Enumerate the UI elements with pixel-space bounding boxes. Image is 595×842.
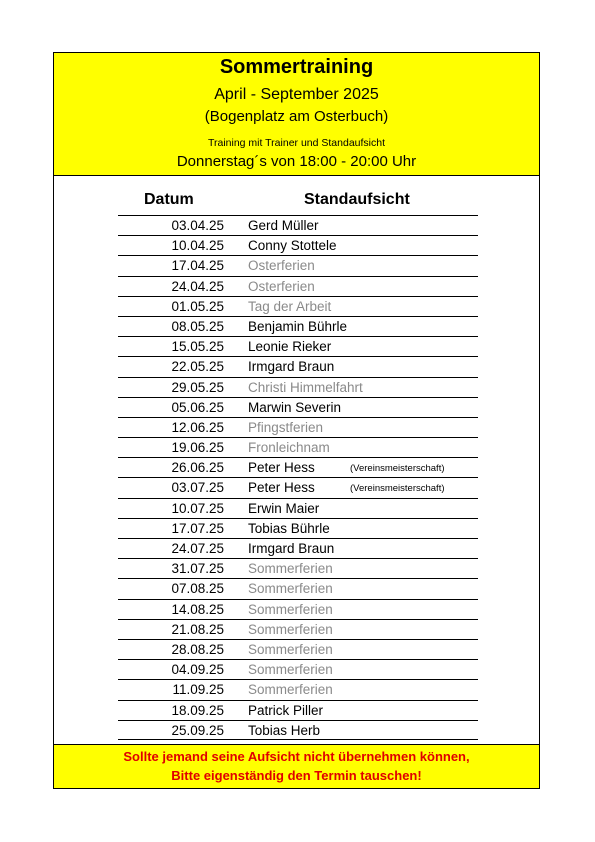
table-row — [118, 255, 478, 275]
row-date: 15.05.25 — [171, 339, 224, 355]
table-row — [118, 599, 478, 619]
table-row — [118, 720, 478, 740]
row-supervisor: Sommerferien — [248, 621, 333, 637]
page-title: Sommertraining — [219, 56, 374, 78]
table-row — [118, 578, 478, 598]
table-row — [118, 336, 478, 356]
column-header-supervisor: Standaufsicht — [304, 191, 410, 208]
row-date: 17.07.25 — [171, 520, 224, 536]
row-supervisor: Osterferien — [248, 258, 315, 274]
table-row — [118, 477, 478, 497]
row-supervisor: Sommerferien — [248, 662, 333, 678]
row-supervisor: Gerd Müller — [248, 218, 319, 233]
row-supervisor: Leonie Rieker — [248, 339, 332, 355]
table-row — [118, 316, 478, 336]
row-date: 07.08.25 — [171, 581, 224, 597]
table-row — [118, 538, 478, 558]
row-date: 26.06.25 — [171, 460, 224, 476]
row-supervisor: Irmgard Braun — [248, 541, 335, 556]
row-supervisor: Conny Stottele — [248, 238, 337, 254]
location-text: (Bogenplatz am Osterbuch) — [204, 108, 389, 125]
row-date: 11.09.25 — [172, 682, 224, 698]
row-date: 18.09.25 — [171, 702, 224, 718]
row-supervisor: Peter Hess — [248, 460, 315, 476]
footer-banner — [54, 744, 539, 788]
row-supervisor: Sommerferien — [248, 601, 333, 617]
table-row — [118, 457, 478, 477]
training-time: Donnerstag´s von 18:00 - 20:00 Uhr — [176, 153, 417, 170]
footer-line-2: Bitte eigenständig den Termin tauschen! — [171, 768, 422, 783]
table-row — [118, 498, 478, 518]
row-supervisor: Pfingstferien — [248, 419, 324, 435]
row-supervisor: Tobias Bührle — [248, 520, 330, 536]
row-date: 14.08.25 — [171, 601, 224, 617]
table-row — [118, 558, 478, 578]
row-supervisor: Irmgard Braun — [248, 359, 335, 375]
schedule-table — [118, 215, 478, 740]
row-date: 01.05.25 — [171, 298, 224, 314]
column-header-date: Datum — [144, 191, 194, 208]
row-date: 03.07.25 — [171, 480, 224, 496]
row-date: 19.06.25 — [171, 440, 224, 456]
row-supervisor: Tobias Herb — [248, 722, 321, 738]
row-date: 31.07.25 — [171, 561, 224, 577]
row-supervisor: Patrick Piller — [248, 702, 324, 718]
season-subtitle: April - September 2025 — [214, 86, 379, 103]
row-date: 24.07.25 — [171, 541, 224, 556]
row-date: 05.06.25 — [171, 399, 224, 415]
row-supervisor: Sommerferien — [248, 581, 333, 597]
row-supervisor: Christi Himmelfahrt — [248, 379, 363, 395]
table-row — [118, 417, 478, 437]
row-date: 03.04.25 — [171, 218, 224, 233]
row-supervisor: Sommerferien — [248, 682, 333, 698]
schedule-sheet — [53, 52, 540, 789]
table-row — [118, 377, 478, 397]
table-row — [118, 437, 478, 457]
row-supervisor: Peter Hess — [248, 480, 315, 496]
row-date: 28.08.25 — [171, 641, 224, 657]
table-row — [118, 276, 478, 296]
table-row — [118, 356, 478, 376]
row-supervisor: Fronleichnam — [248, 440, 330, 456]
table-row — [118, 619, 478, 639]
row-supervisor: Erwin Maier — [248, 500, 320, 516]
row-date: 12.06.25 — [171, 419, 224, 435]
row-supervisor: Tag der Arbeit — [248, 298, 332, 314]
table-row — [118, 700, 478, 720]
training-note: Training mit Trainer und Standaufsicht — [207, 137, 386, 149]
table-row — [118, 639, 478, 659]
row-date: 10.04.25 — [171, 238, 224, 254]
row-supervisor: Osterferien — [248, 278, 315, 294]
row-date: 17.04.25 — [171, 258, 224, 274]
row-date: 04.09.25 — [171, 662, 224, 678]
row-supervisor: Benjamin Bührle — [248, 318, 348, 334]
table-row — [118, 679, 478, 699]
row-date: 29.05.25 — [171, 379, 224, 395]
table-row — [118, 397, 478, 417]
table-row — [118, 235, 478, 255]
row-supervisor: Marwin Severin — [248, 399, 342, 415]
table-row — [118, 659, 478, 679]
row-date: 22.05.25 — [171, 359, 224, 375]
row-supervisor: Sommerferien — [248, 641, 333, 657]
table-row — [118, 518, 478, 538]
row-date: 24.04.25 — [171, 278, 224, 294]
row-date: 10.07.25 — [171, 500, 224, 516]
row-date: 08.05.25 — [171, 318, 224, 334]
table-row — [118, 215, 478, 235]
table-row — [118, 296, 478, 316]
header-banner — [54, 53, 539, 176]
row-date: 25.09.25 — [171, 722, 224, 738]
row-date: 21.08.25 — [171, 621, 224, 637]
footer-line-1: Sollte jemand seine Aufsicht nicht übernehmen können, — [123, 749, 470, 764]
row-note: (Vereinsmeisterschaft) — [350, 483, 445, 495]
row-supervisor: Sommerferien — [248, 561, 333, 577]
row-note: (Vereinsmeisterschaft) — [350, 463, 445, 475]
